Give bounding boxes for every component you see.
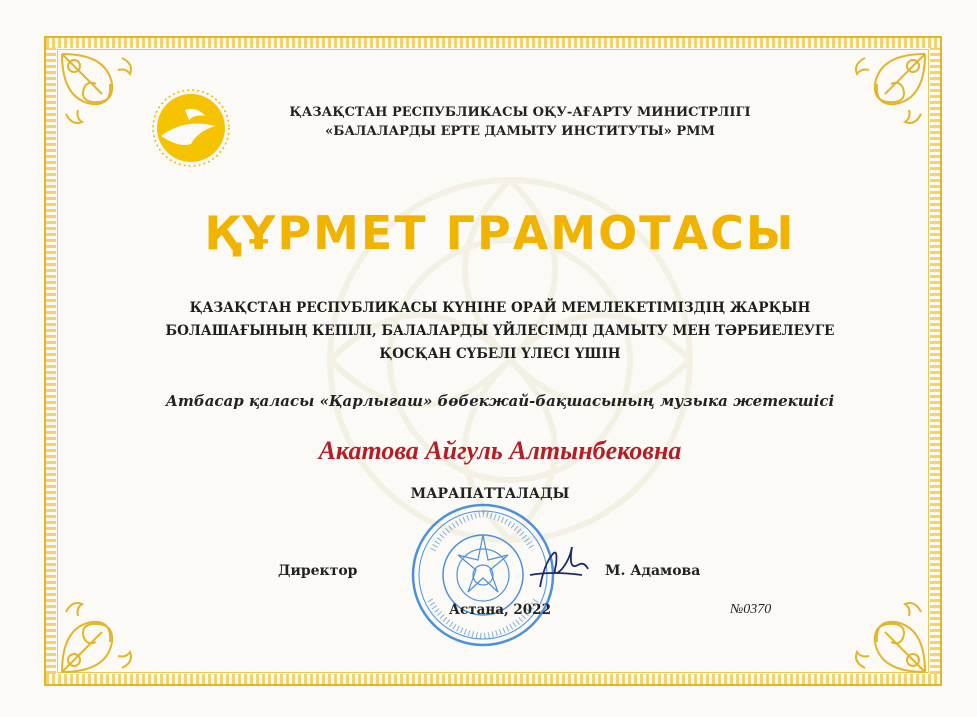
recipient-name: Акатова Айгуль Алтынбековна [318,436,682,465]
ornament-corner-icon [825,44,935,154]
handwritten-signature [522,535,592,595]
ornament-corner-icon [825,572,935,682]
city-year: Астана, 2022 [449,602,551,618]
institute-logo-icon [145,88,237,168]
director-label: Директор [278,563,358,579]
recipient-position: Атбасар қаласы «Қарлығаш» бөбекжай-бақшасының музыка жетекшісі [165,392,835,410]
reason-line-2: БОЛАШАҒЫНЫҢ КЕПІЛІ, БАЛАЛАРДЫ ҮЙЛЕСІМДІ ДАМЫТУ МЕН ТӘРБИЕЛЕУГЕ [165,323,835,339]
certificate-title: ҚҰРМЕТ ГРАМОТАСЫ [204,206,796,260]
ornament-corner-icon [52,572,162,682]
reason-line-1: ҚАЗАҚСТАН РЕСПУБЛИКАСЫ КҮНІНЕ ОРАЙ МЕМЛЕКЕТІМІЗДІҢ ЖАРҚЫН [189,300,811,316]
ministry-name: ҚАЗАҚСТАН РЕСПУБЛИКАСЫ ОҚУ-АҒАРТУ МИНИСТРЛІГІ [289,105,751,120]
reason-line-3: ҚОСҚАН СҮБЕЛІ ҮЛЕСІ ҮШІН [379,346,621,362]
director-name: М. Адамова [605,563,701,579]
institute-name: «БАЛАЛАРДЫ ЕРТЕ ДАМЫТУ ИНСТИТУТЫ» РММ [325,124,715,139]
certificate-number: №0370 [730,602,772,617]
awarded-label: МАРАПАТТАЛАДЫ [410,486,570,502]
